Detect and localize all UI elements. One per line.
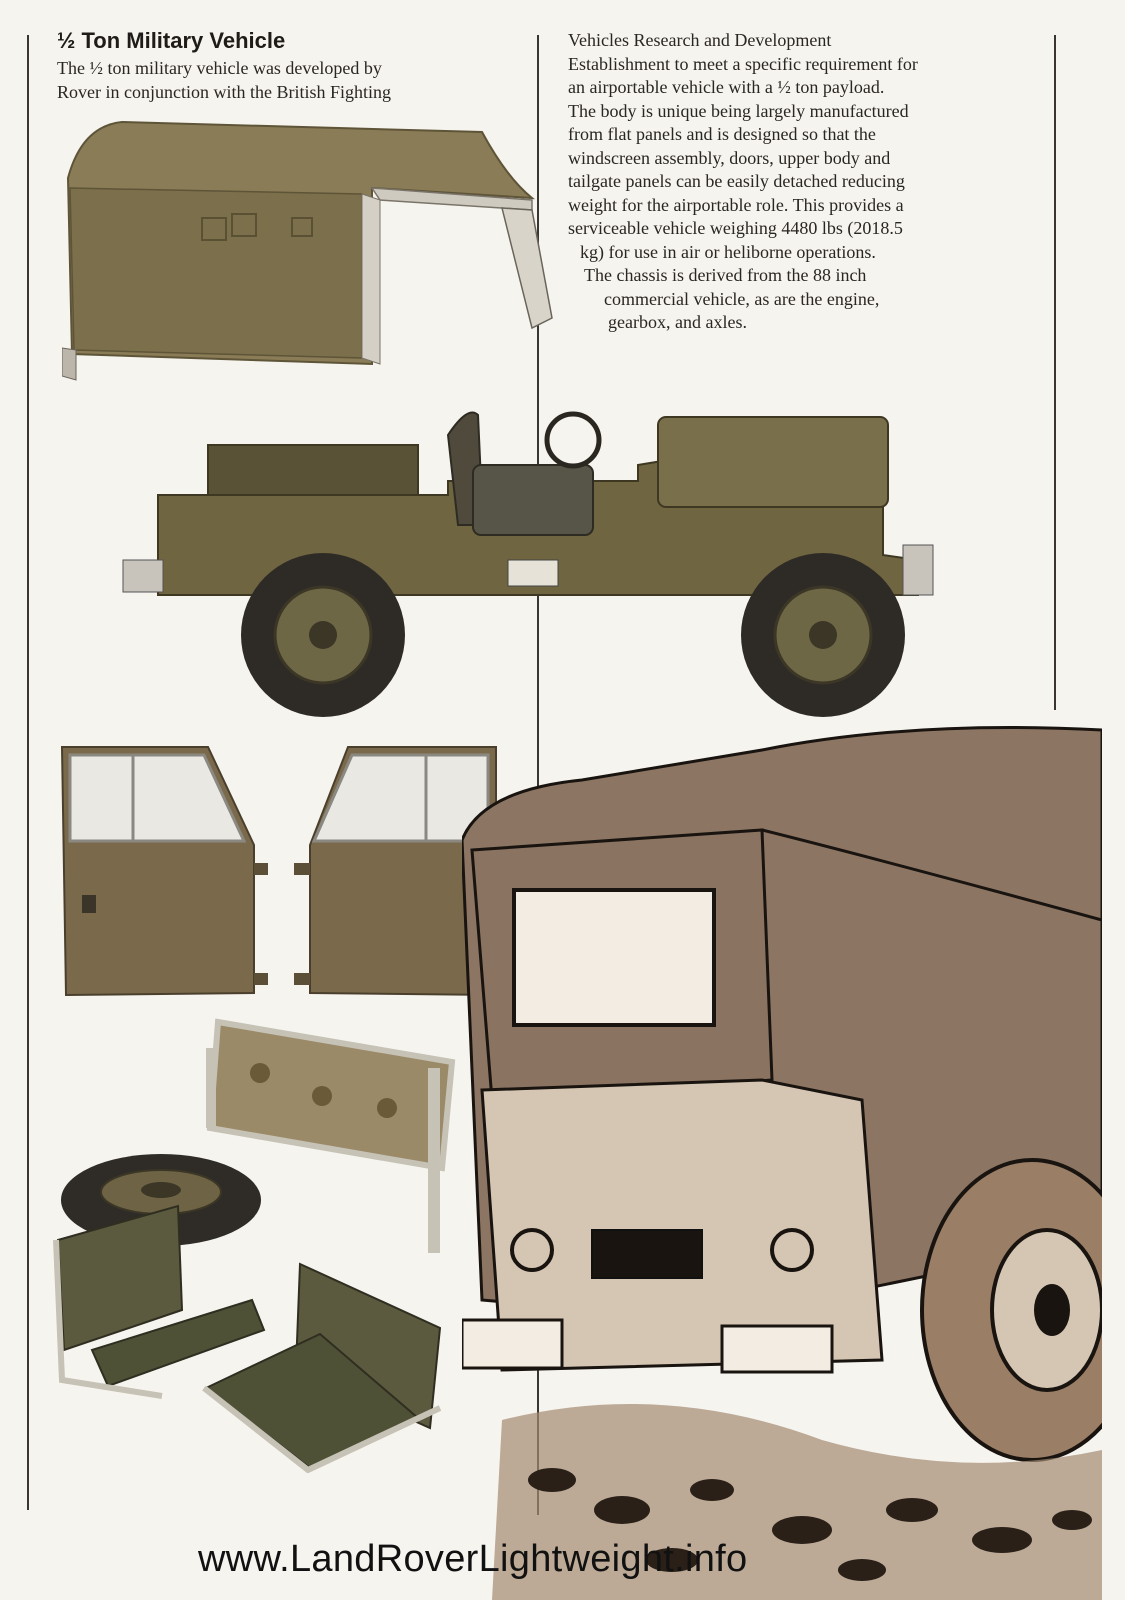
text-line: windscreen assembly, doors, upper body and [568, 147, 891, 168]
canvas-tilt-illustration [62, 118, 572, 388]
right-column-text [568, 29, 918, 335]
left-margin-rule [27, 35, 29, 1510]
vehicle-side-view [118, 385, 958, 725]
text-line: kg) for use in air or heliborne operations. [580, 241, 876, 262]
text-line: Establishment to meet a specific requirement for [568, 53, 918, 74]
text-line: Rover in conjunction with the British Fighting [57, 81, 391, 102]
text-line: serviceable vehicle weighing 4480 lbs (2018.5 [568, 218, 903, 238]
website-url: www.LandRoverLightweight.info [198, 1538, 748, 1580]
text-line: The chassis is derived from the 88 inch [584, 265, 867, 285]
right-column-rule [1054, 35, 1056, 710]
page-title: ½ Ton Military Vehicle [57, 28, 286, 53]
door-left-illustration [58, 745, 270, 1000]
rear-wheel [241, 553, 405, 717]
text-line: commercial vehicle, as are the engine, [604, 288, 880, 309]
text-line: gearbox, and axles. [608, 312, 747, 332]
text-line: Vehicles Research and Development [568, 30, 832, 50]
sketch-rear-view-illustration [462, 720, 1102, 1600]
text-line: The body is unique being largely manufactured [568, 100, 909, 121]
text-line: an airportable vehicle with a ½ ton payload. [568, 77, 885, 97]
left-column-text [57, 57, 391, 104]
front-wheel [741, 553, 905, 717]
text-line: from flat panels and is designed so that the [568, 124, 876, 144]
text-line: The ½ ton military vehicle was developed by [57, 58, 382, 78]
text-line: weight for the airportable role. This provides a [568, 194, 904, 215]
text-line: tailgate panels can be easily detached reducing [568, 171, 905, 191]
seat-bench-right-illustration [200, 1258, 462, 1473]
